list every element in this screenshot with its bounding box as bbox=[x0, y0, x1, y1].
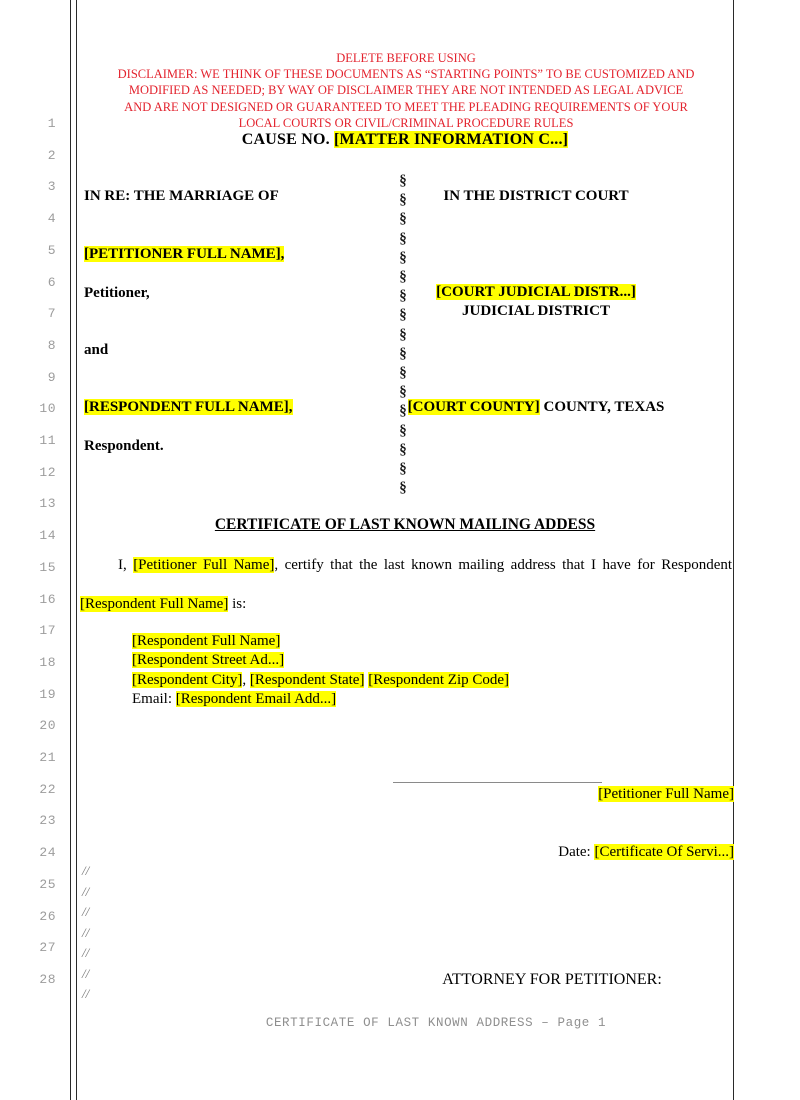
slash-mark: // bbox=[82, 904, 90, 919]
disclaimer-line-1: DELETE BEFORE USING bbox=[336, 51, 476, 65]
section-symbol: § bbox=[399, 326, 407, 343]
line-number: 1 bbox=[47, 116, 56, 131]
disclaimer-block bbox=[80, 50, 732, 131]
cause-number-label: CAUSE NO. bbox=[241, 131, 330, 148]
line-number: 26 bbox=[39, 908, 56, 924]
attorney-for-petitioner-label: ATTORNEY FOR PETITIONER: bbox=[442, 971, 662, 988]
line-number: 7 bbox=[47, 306, 56, 322]
address-city-separator: , bbox=[242, 671, 250, 688]
line-number: 9 bbox=[47, 369, 56, 385]
line-number: 21 bbox=[39, 750, 56, 765]
slash-mark: // bbox=[82, 945, 90, 960]
line-number: 13 bbox=[39, 496, 56, 512]
date-value[interactable]: [Certificate Of Servi...] bbox=[594, 844, 734, 860]
line-number: 18 bbox=[39, 654, 56, 670]
document-content bbox=[80, 0, 734, 1100]
caption-court: IN THE DISTRICT COURT bbox=[443, 188, 629, 204]
signature-line bbox=[393, 782, 602, 783]
section-symbol: § bbox=[399, 249, 407, 266]
line-number: 15 bbox=[39, 559, 56, 575]
body-paragraph bbox=[80, 546, 732, 623]
section-symbol: § bbox=[399, 288, 407, 305]
body-petitioner-value[interactable]: [Petitioner Full Name] bbox=[133, 557, 275, 573]
line-number: 10 bbox=[39, 401, 56, 417]
body-text-a: I, bbox=[118, 557, 134, 573]
slash-mark: // bbox=[82, 924, 90, 940]
line-number: 5 bbox=[47, 242, 56, 258]
address-name-line bbox=[132, 632, 509, 651]
address-name-value[interactable]: [Respondent Full Name] bbox=[132, 633, 281, 649]
line-number: 12 bbox=[39, 464, 56, 480]
line-number: 24 bbox=[39, 845, 56, 861]
line-number: 17 bbox=[39, 623, 56, 639]
address-street-line bbox=[132, 651, 509, 670]
line-number: 25 bbox=[39, 876, 56, 892]
line-number-gutter bbox=[0, 0, 66, 1100]
section-symbol: § bbox=[399, 461, 407, 478]
section-symbol: § bbox=[399, 173, 407, 189]
line-number: 16 bbox=[39, 591, 56, 607]
address-city-value[interactable]: [Respondent City] bbox=[132, 671, 243, 688]
line-number: 6 bbox=[47, 274, 56, 290]
judicial-district-value[interactable]: [COURT JUDICIAL DISTR...] bbox=[436, 284, 636, 300]
section-symbol: § bbox=[399, 345, 407, 362]
section-symbol: § bbox=[399, 422, 407, 439]
signature-name-value[interactable]: [Petitioner Full Name] bbox=[598, 786, 734, 802]
caption-judicial-district-value bbox=[342, 284, 730, 301]
slash-mark: // bbox=[82, 863, 90, 878]
disclaimer-line-3: MODIFIED AS NEEDED; BY WAY OF DISCLAIMER THEY ARE NOT INTENDED AS LEGAL ADVICE bbox=[128, 83, 684, 98]
body-text-d: is: bbox=[228, 595, 247, 612]
caption-petitioner-role: Petitioner, bbox=[84, 285, 150, 301]
section-symbol: § bbox=[399, 192, 407, 209]
section-symbol: § bbox=[399, 384, 407, 401]
line-number: 8 bbox=[47, 337, 56, 353]
body-text-c: Respondent bbox=[661, 557, 733, 573]
disclaimer-line-5: LOCAL COURTS OR CIVIL/CRIMINAL PROCEDURE RULES bbox=[238, 115, 574, 130]
caption-county-line bbox=[342, 399, 730, 416]
caption-and: and bbox=[84, 342, 109, 358]
section-symbol: § bbox=[399, 365, 407, 382]
body-respondent-value[interactable]: [Respondent Full Name] bbox=[80, 595, 229, 612]
line-number: 20 bbox=[39, 718, 56, 734]
slash-mark: // bbox=[82, 986, 90, 1001]
document-title bbox=[80, 516, 730, 534]
caption-petitioner-name bbox=[84, 246, 284, 263]
page-footer: CERTIFICATE OF LAST KNOWN ADDRESS – Page 1 bbox=[265, 1016, 607, 1030]
line-number: 11 bbox=[39, 433, 56, 448]
section-symbol: § bbox=[399, 211, 407, 228]
section-symbol: § bbox=[399, 269, 407, 286]
line-number: 4 bbox=[47, 211, 56, 227]
disclaimer-line-4: AND ARE NOT DESIGNED OR GUARANTEED TO MEET THE PLEADING REQUIREMENTS OF YOUR bbox=[124, 99, 688, 114]
signature-name-row bbox=[393, 786, 734, 803]
cause-number-line bbox=[80, 131, 730, 149]
disclaimer-line-2: DISCLAIMER: WE THINK OF THESE DOCUMENTS AS “STARTING POINTS” TO BE CUSTOMIZED AND bbox=[117, 67, 695, 82]
address-email-label: Email: bbox=[132, 690, 176, 707]
line-number: 14 bbox=[39, 528, 56, 544]
caption-respondent-role: Respondent. bbox=[84, 438, 164, 454]
signature-date-row bbox=[393, 844, 734, 861]
address-email-line bbox=[132, 690, 509, 709]
date-label: Date: bbox=[558, 844, 595, 860]
line-number: 22 bbox=[39, 781, 56, 797]
section-symbol-column bbox=[392, 172, 414, 498]
right-margin-rule bbox=[733, 0, 734, 1100]
line-number: 28 bbox=[39, 971, 56, 987]
section-symbol: § bbox=[399, 441, 407, 458]
line-number: 19 bbox=[39, 686, 56, 702]
county-value[interactable]: [COURT COUNTY] bbox=[407, 399, 540, 415]
respondent-name-value[interactable]: [RESPONDENT FULL NAME], bbox=[84, 399, 293, 415]
address-block bbox=[132, 632, 509, 709]
section-symbol: § bbox=[399, 480, 407, 497]
line-number: 3 bbox=[47, 179, 56, 195]
document-title-text: CERTIFICATE OF LAST KNOWN MAILING ADDESS bbox=[214, 516, 596, 533]
address-street-value[interactable]: [Respondent Street Ad...] bbox=[132, 652, 285, 669]
petitioner-name-value[interactable]: [PETITIONER FULL NAME], bbox=[84, 246, 285, 262]
caption-in-re: IN RE: THE MARRIAGE OF bbox=[84, 188, 279, 204]
cause-number-value[interactable]: [MATTER INFORMATION C...] bbox=[334, 131, 569, 148]
address-state-value[interactable]: [Respondent State] bbox=[249, 671, 365, 688]
left-margin-rule-inner bbox=[76, 0, 77, 1100]
caption-respondent-name bbox=[84, 399, 293, 416]
line-number: 27 bbox=[39, 940, 56, 956]
slash-mark: // bbox=[82, 883, 90, 899]
left-margin-rule-outer bbox=[70, 0, 71, 1100]
section-symbol: § bbox=[399, 230, 407, 247]
county-suffix: COUNTY, TEXAS bbox=[539, 399, 665, 415]
address-email-value[interactable]: [Respondent Email Add...] bbox=[175, 690, 337, 707]
slash-mark: // bbox=[82, 965, 90, 981]
section-symbol: § bbox=[399, 403, 407, 420]
line-number: 2 bbox=[47, 147, 56, 163]
section-symbol: § bbox=[399, 307, 407, 324]
line-number: 23 bbox=[39, 813, 56, 829]
body-text-b: , certify that the last known mailing address that I have for bbox=[274, 557, 655, 573]
address-zip-value[interactable]: [Respondent Zip Code] bbox=[368, 671, 510, 688]
caption-judicial-district-label: JUDICIAL DISTRICT bbox=[462, 303, 610, 319]
address-city-line bbox=[132, 671, 509, 690]
